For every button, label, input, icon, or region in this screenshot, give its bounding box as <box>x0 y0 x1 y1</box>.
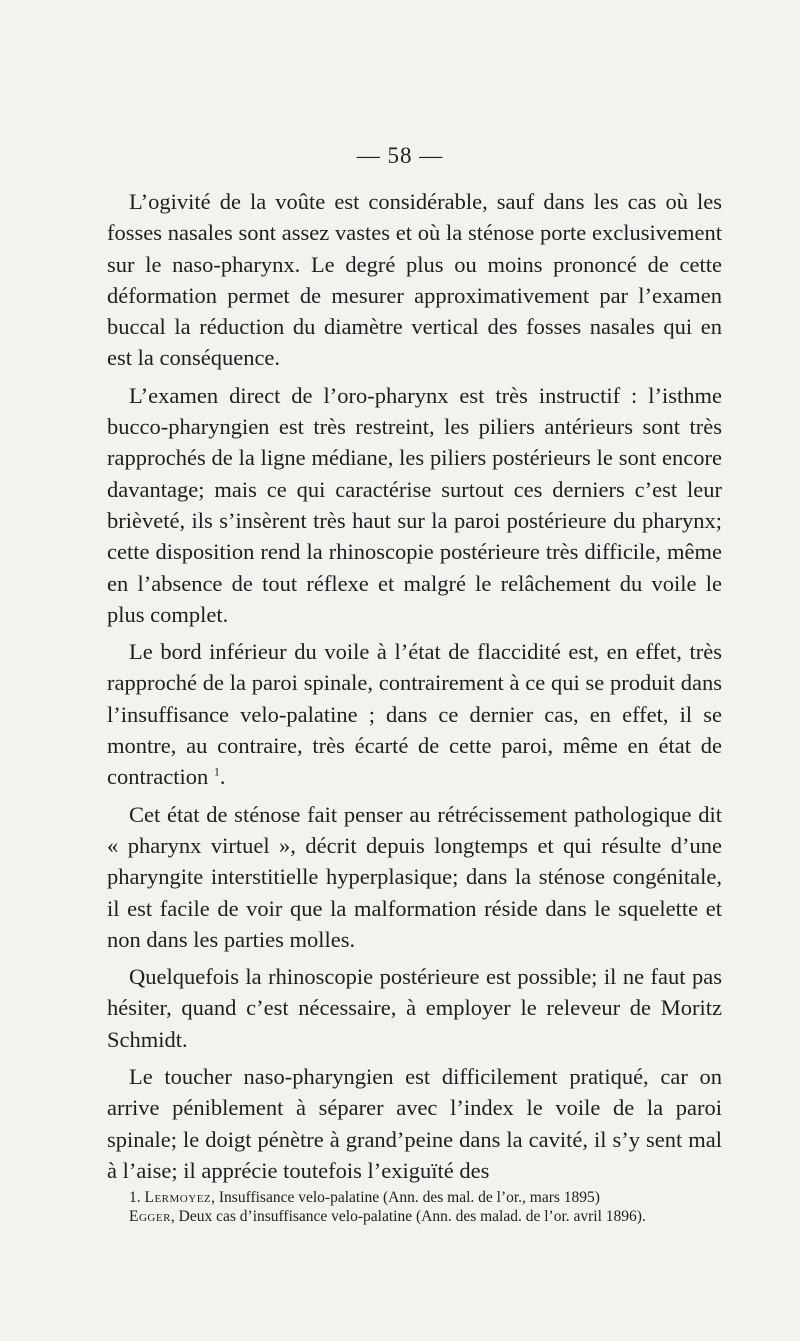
paragraph-4: Cet état de sténose fait penser au rétrécissement pathologique dit « pharynx virtuel », décrit depuis longtemps et qui résulte d’une pharyngite interstitielle hyperplasique; dans la sténose congénitale, il est facile de voir que la malformation réside dans le squelette et non dans les parties molles. <box>107 801 722 952</box>
paragraph-2: L’examen direct de l’oro-pharynx est très instructif : l’isthme bucco-pharyngien est très restreint, les piliers antérieurs sont très rapprochés de la ligne médiane, les piliers postérieurs le sont encore davantage; mais ce qui caractérise surtout ces derniers c’est leur brièveté, ils s’insèrent très haut sur la paroi postérieure du pharynx; cette disposition rend la rhinoscopie postérieure très difficile, même en l’absence de tout réflexe et malgré le relâchement du voile le plus complet. <box>107 382 722 627</box>
paragraph-1: L’ogivité de la voûte est considérable, sauf dans les cas où les fosses nasales sont assez vastes et où la sténose porte exclusivement sur le naso-pharynx. Le degré plus ou moins prononcé de cette déformation permet de mesurer approximativement par l’examen buccal la réduction du diamètre vertical des fosses nasales qui en est la conséquence. <box>107 189 722 371</box>
footnote-ref[interactable]: 1 <box>213 764 220 779</box>
paragraph-6: Le toucher naso-pharyngien est difficilement pratiqué, car on arrive péniblement à séparer avec l’index le voile de la paroi spinale; le doigt pénètre à grand’peine dans la cavité, il s’y sent mal à l’aise; il apprécie toutefois l’exiguïté des <box>107 1064 722 1183</box>
footnote-2-author: Egger <box>129 1208 171 1225</box>
paragraph-3-end: . <box>219 764 226 790</box>
footnote-1-text: , Insuffisance velo-palatine (Ann. des mal. de l’or., mars 1895) <box>211 1189 600 1206</box>
footnote-1 <box>107 1188 722 1207</box>
footnote-2-text: , Deux cas d’insuffisance velo-palatine (Ann. des malad. de l’or. avril 1896). <box>170 1208 646 1225</box>
paragraph-5: Quelquefois la rhinoscopie postérieure est possible; il ne faut pas hésiter, quand c’est nécessaire, à employer le releveur de Moritz Schmidt. <box>107 964 722 1052</box>
footnote-1-author: Lermoyez <box>144 1189 212 1206</box>
paragraph-3 <box>107 636 722 792</box>
footnotes <box>107 1188 722 1226</box>
footnote-1-number: 1. <box>129 1189 141 1206</box>
page-number: — 58 — <box>356 143 444 168</box>
paragraph-3-text: Le bord inférieur du voile à l’état de flaccidité est, en effet, très rapproché de la paroi spinale, contrairement à ce qui se produit dans l’insuffisance velo-palatine ; dans ce dernier cas, en effet, il se montre, au contraire, très écarté de cette paroi, même en état de contraction <box>107 639 722 790</box>
body-text <box>107 186 722 1192</box>
footnote-2 <box>107 1207 722 1226</box>
